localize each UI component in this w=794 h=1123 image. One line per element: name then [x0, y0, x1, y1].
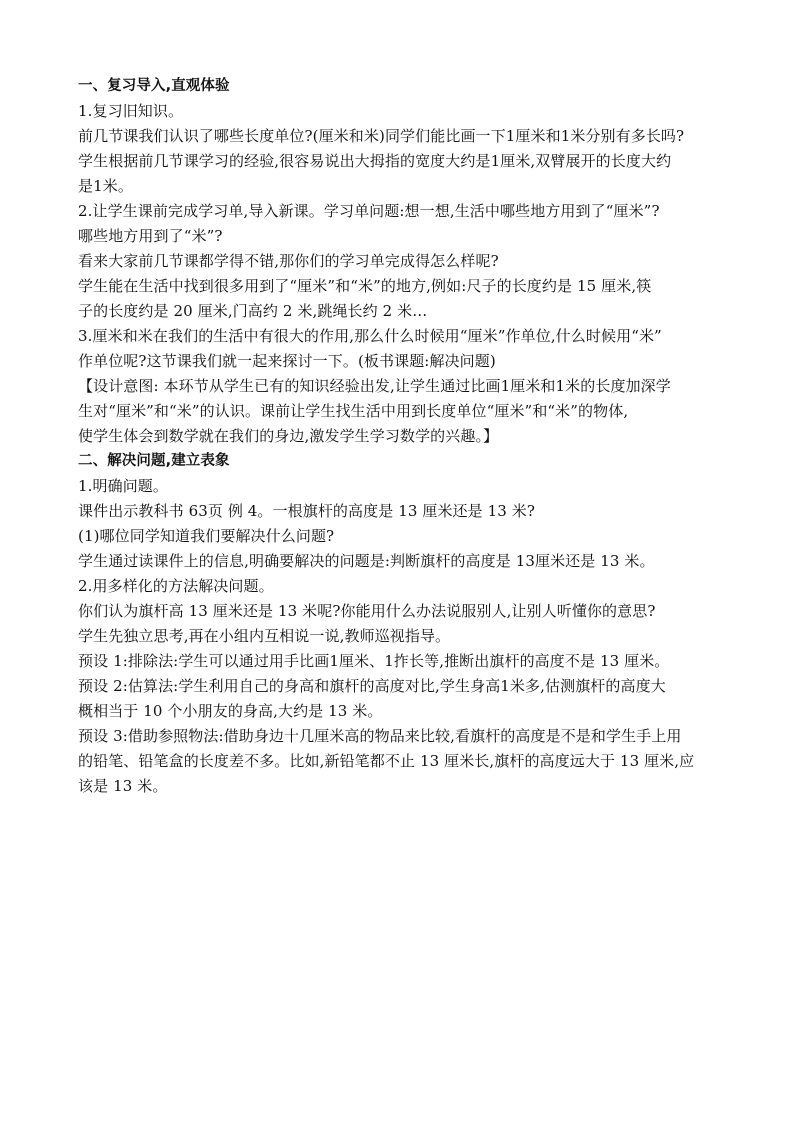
paragraph-line: 1.复习旧知识。: [78, 102, 184, 120]
paragraph-line: 2.让学生课前完成学习单,导入新课。学习单问题:想一想,生活中哪些地方用到了“厘米”?: [78, 202, 660, 220]
paragraph-line: 学生先独立思考,再在小组内互相说一说,教师巡视指导。: [78, 627, 451, 645]
paragraph-line: 3.厘米和米在我们的生活中有很大的作用,那么什么时候用“厘米”作单位,什么时候用“米”: [78, 327, 662, 345]
paragraph-line: 课件出示教科书 63页 例 4。一根旗杆的高度是 13 厘米还是 13 米?: [78, 502, 536, 520]
paragraph-line: 学生根据前几节课学习的经验,很容易说出大拇指的宽度大约是1厘米,双臂展开的长度大约: [78, 152, 672, 170]
paragraph-line: 前几节课我们认识了哪些长度单位?(厘米和米)同学们能比画一下1厘米和1米分别有多长吗?: [78, 127, 685, 145]
design-intent-line: 【设计意图: 本环节从学生已有的知识经验出发,让学生通过比画1厘米和1米的长度加深学: [78, 377, 671, 395]
paragraph-line: 的铅笔、铅笔盒的长度差不多。比如,新铅笔都不止 13 厘米长,旗杆的高度远大于 13 厘米,应: [78, 752, 695, 770]
paragraph-line: 概相当于 10 个小朋友的身高,大约是 13 米。: [78, 702, 383, 720]
paragraph-line: (1)哪位同学知道我们要解决什么问题?: [78, 527, 335, 545]
paragraph-line: 学生通过读课件上的信息,明确要解决的问题是:判断旗杆的高度是 13厘米还是 13 米。: [78, 552, 655, 570]
design-intent-line: 使学生体会到数学就在我们的身边,激发学生学习数学的兴趣。】: [78, 427, 499, 445]
design-intent-line: 生对“厘米”和“米”的认识。课前让学生找生活中用到长度单位“厘米”和“米”的物体,: [78, 402, 629, 420]
section-heading-review: 一、复习导入,直观体验: [78, 78, 230, 94]
paragraph-line: 子的长度约是 20 厘米,门高约 2 米,跳绳长约 2 米…: [78, 302, 428, 320]
paragraph-line: 该是 13 米。: [78, 777, 168, 795]
paragraph-line: 2.用多样化的方法解决问题。: [78, 577, 274, 595]
paragraph-line: 哪些地方用到了“米”?: [78, 227, 223, 245]
paragraph-line: 学生能在生活中找到很多用到了“厘米”和“米”的地方,例如:尺子的长度约是 15 厘米,筷: [78, 277, 652, 295]
paragraph-line: 1.明确问题。: [78, 477, 169, 495]
paragraph-line: 预设 3:借助参照物法:借助身边十几厘米高的物品来比较,看旗杆的高度是不是和学生手上用: [78, 727, 682, 745]
section-heading-solve: 二、解决问题,建立表象: [78, 453, 230, 469]
paragraph-line: 预设 1:排除法:学生可以通过用手比画1厘米、1拃长等,推断出旗杆的高度不是 13 厘米。: [78, 652, 670, 670]
paragraph-line: 你们认为旗杆高 13 厘米还是 13 米呢?你能用什么办法说服别人,让别人听懂你的意思?: [78, 602, 656, 620]
paragraph-line: 作单位呢?这节课我们就一起来探讨一下。(板书课题:解决问题): [78, 352, 496, 370]
document-body: [78, 74, 728, 799]
paragraph-line: 是1米。: [78, 177, 133, 195]
paragraph-line: 预设 2:估算法:学生利用自己的身高和旗杆的高度对比,学生身高1米多,估测旗杆的高度大: [78, 677, 666, 695]
paragraph-line: 看来大家前几节课都学得不错,那你们的学习单完成得怎么样呢?: [78, 252, 499, 270]
